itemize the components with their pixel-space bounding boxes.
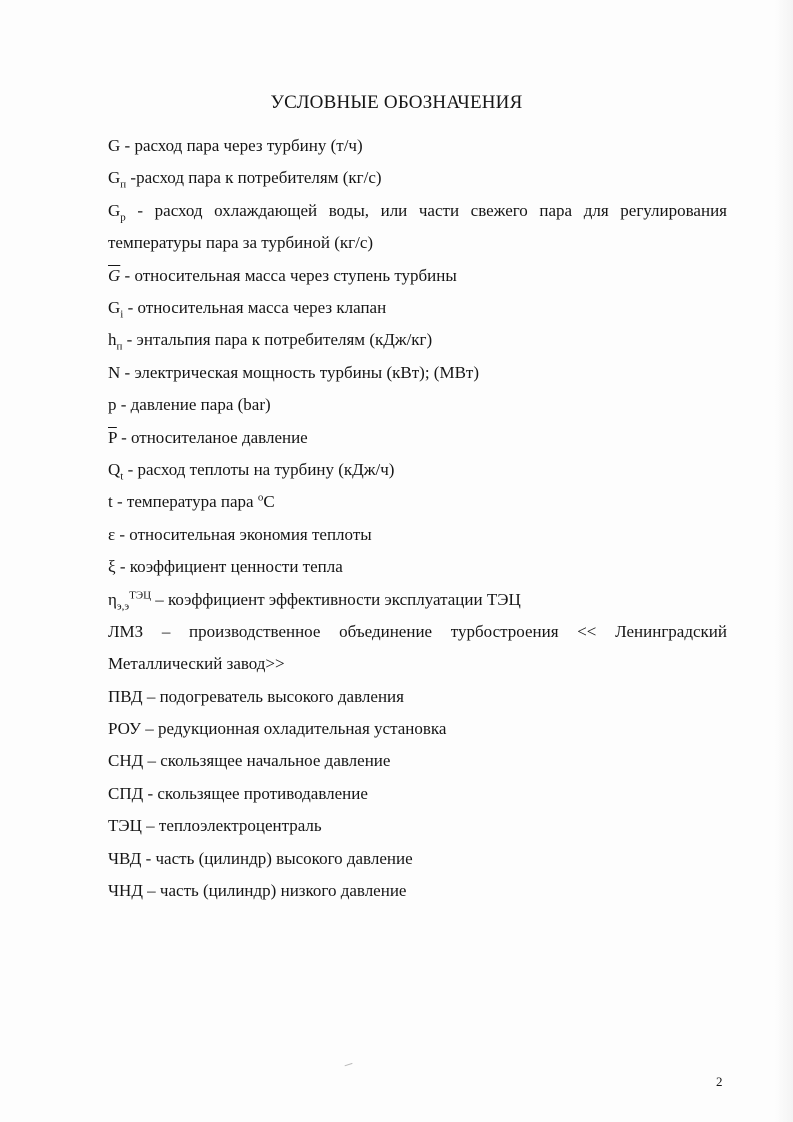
definition: – коэффициент эффективности эксплуатации ТЭЦ [151, 589, 521, 609]
list-item [108, 713, 727, 745]
definition: - относительная масса через ступень турбины [120, 265, 457, 285]
symbol-subscript: э,э [116, 599, 130, 612]
definition: -расход пара к потребителям (кг/с) [126, 168, 382, 188]
symbol: ε [108, 524, 116, 544]
symbol-subscript: i [120, 308, 124, 321]
definition-line-2: Металлический завод>> [108, 654, 285, 674]
symbol: ПВД [108, 686, 143, 706]
list-item [108, 162, 727, 194]
list-item [108, 778, 727, 810]
symbol: G [108, 297, 121, 317]
symbol: ЧВД [108, 848, 142, 868]
list-item [108, 260, 727, 292]
list-item [108, 616, 727, 681]
definition: – производственное объединение турбостроения << Ленинградский [143, 621, 727, 641]
definition: - относительная масса через клапан [123, 297, 387, 317]
definition: - давление пара (bar) [116, 395, 271, 415]
list-item [108, 519, 727, 551]
definition: – скользящее начальное давление [143, 751, 391, 771]
symbol-superscript: ТЭЦ [129, 588, 152, 601]
definition: – часть (цилиндр) низкого давление [142, 881, 407, 901]
symbol: ξ [108, 557, 116, 577]
symbol: G [108, 200, 121, 220]
symbol-subscript: п [120, 178, 127, 191]
symbol: N [108, 362, 121, 382]
symbol: t [108, 492, 113, 512]
definition: - расход пара через турбину (т/ч) [120, 136, 363, 155]
list-item [108, 357, 727, 389]
symbol: СНД [108, 751, 144, 771]
list-item [108, 875, 727, 907]
list-item [108, 810, 727, 842]
unit: C [263, 492, 275, 512]
list-item [108, 843, 727, 875]
list-item [108, 584, 727, 616]
list-item [108, 292, 727, 324]
list-item [108, 681, 727, 713]
definition: - часть (цилиндр) высокого давление [141, 848, 413, 868]
symbol: ЧНД [108, 881, 143, 901]
definition: - расход теплоты на турбину (кДж/ч) [123, 459, 395, 479]
list-item [108, 195, 727, 260]
symbol-subscript: п [116, 340, 123, 353]
definition: - коэффициент ценности тепла [115, 557, 343, 577]
list-item [108, 551, 727, 583]
scan-mark [345, 1063, 354, 1069]
definition-line-1 [108, 616, 727, 648]
definition: - относителаное давление [116, 427, 308, 447]
symbol-subscript: р [120, 211, 126, 224]
symbol: h [108, 330, 117, 350]
symbol: ЛМЗ [108, 621, 144, 641]
definition: - электрическая мощность турбины (кВт); (МВт) [120, 362, 480, 382]
list-item [108, 422, 727, 454]
list-item [108, 486, 727, 518]
scan-edge-shadow [775, 0, 793, 1122]
definition: - температура пара [112, 492, 258, 512]
list-item [108, 745, 727, 777]
symbol-subscript: t [120, 470, 124, 483]
symbol-list [108, 130, 727, 907]
definition-line-2: температуры пара за турбиной (кг/с) [108, 233, 374, 253]
symbol: p [108, 395, 117, 415]
symbol: G [108, 136, 121, 155]
symbol: $\overline{G}$ [108, 265, 121, 285]
definition-line-1 [108, 195, 727, 227]
page-number: 2 [716, 1074, 723, 1089]
definition: - относительная экономия теплоты [115, 524, 372, 544]
definition: - расход охлаждающей воды, или части свежего пара для регулирования [125, 200, 727, 220]
definition: – подогреватель высокого давления [142, 686, 404, 706]
symbol: G [108, 168, 121, 188]
definition: - скользящее противодавление [143, 783, 368, 803]
list-item [108, 454, 727, 486]
degree-superscript: o [257, 491, 264, 504]
list-item [108, 324, 727, 356]
symbol: $\overline{P}$ [108, 427, 117, 447]
list-item [108, 389, 727, 421]
symbol: РОУ [108, 719, 142, 739]
symbol: СПД [108, 783, 144, 803]
page-title: УСЛОВНЫЕ ОБОЗНАЧЕНИЯ [270, 92, 523, 113]
list-item [108, 130, 727, 162]
definition: - энтальпия пара к потребителям (кДж/кг) [122, 330, 433, 350]
symbol: ТЭЦ [108, 816, 142, 836]
symbol: η [108, 589, 117, 609]
definition: – теплоэлектроцентраль [141, 816, 322, 836]
definition: – редукционная охладительная установка [141, 719, 447, 739]
symbol: Q [108, 459, 121, 479]
